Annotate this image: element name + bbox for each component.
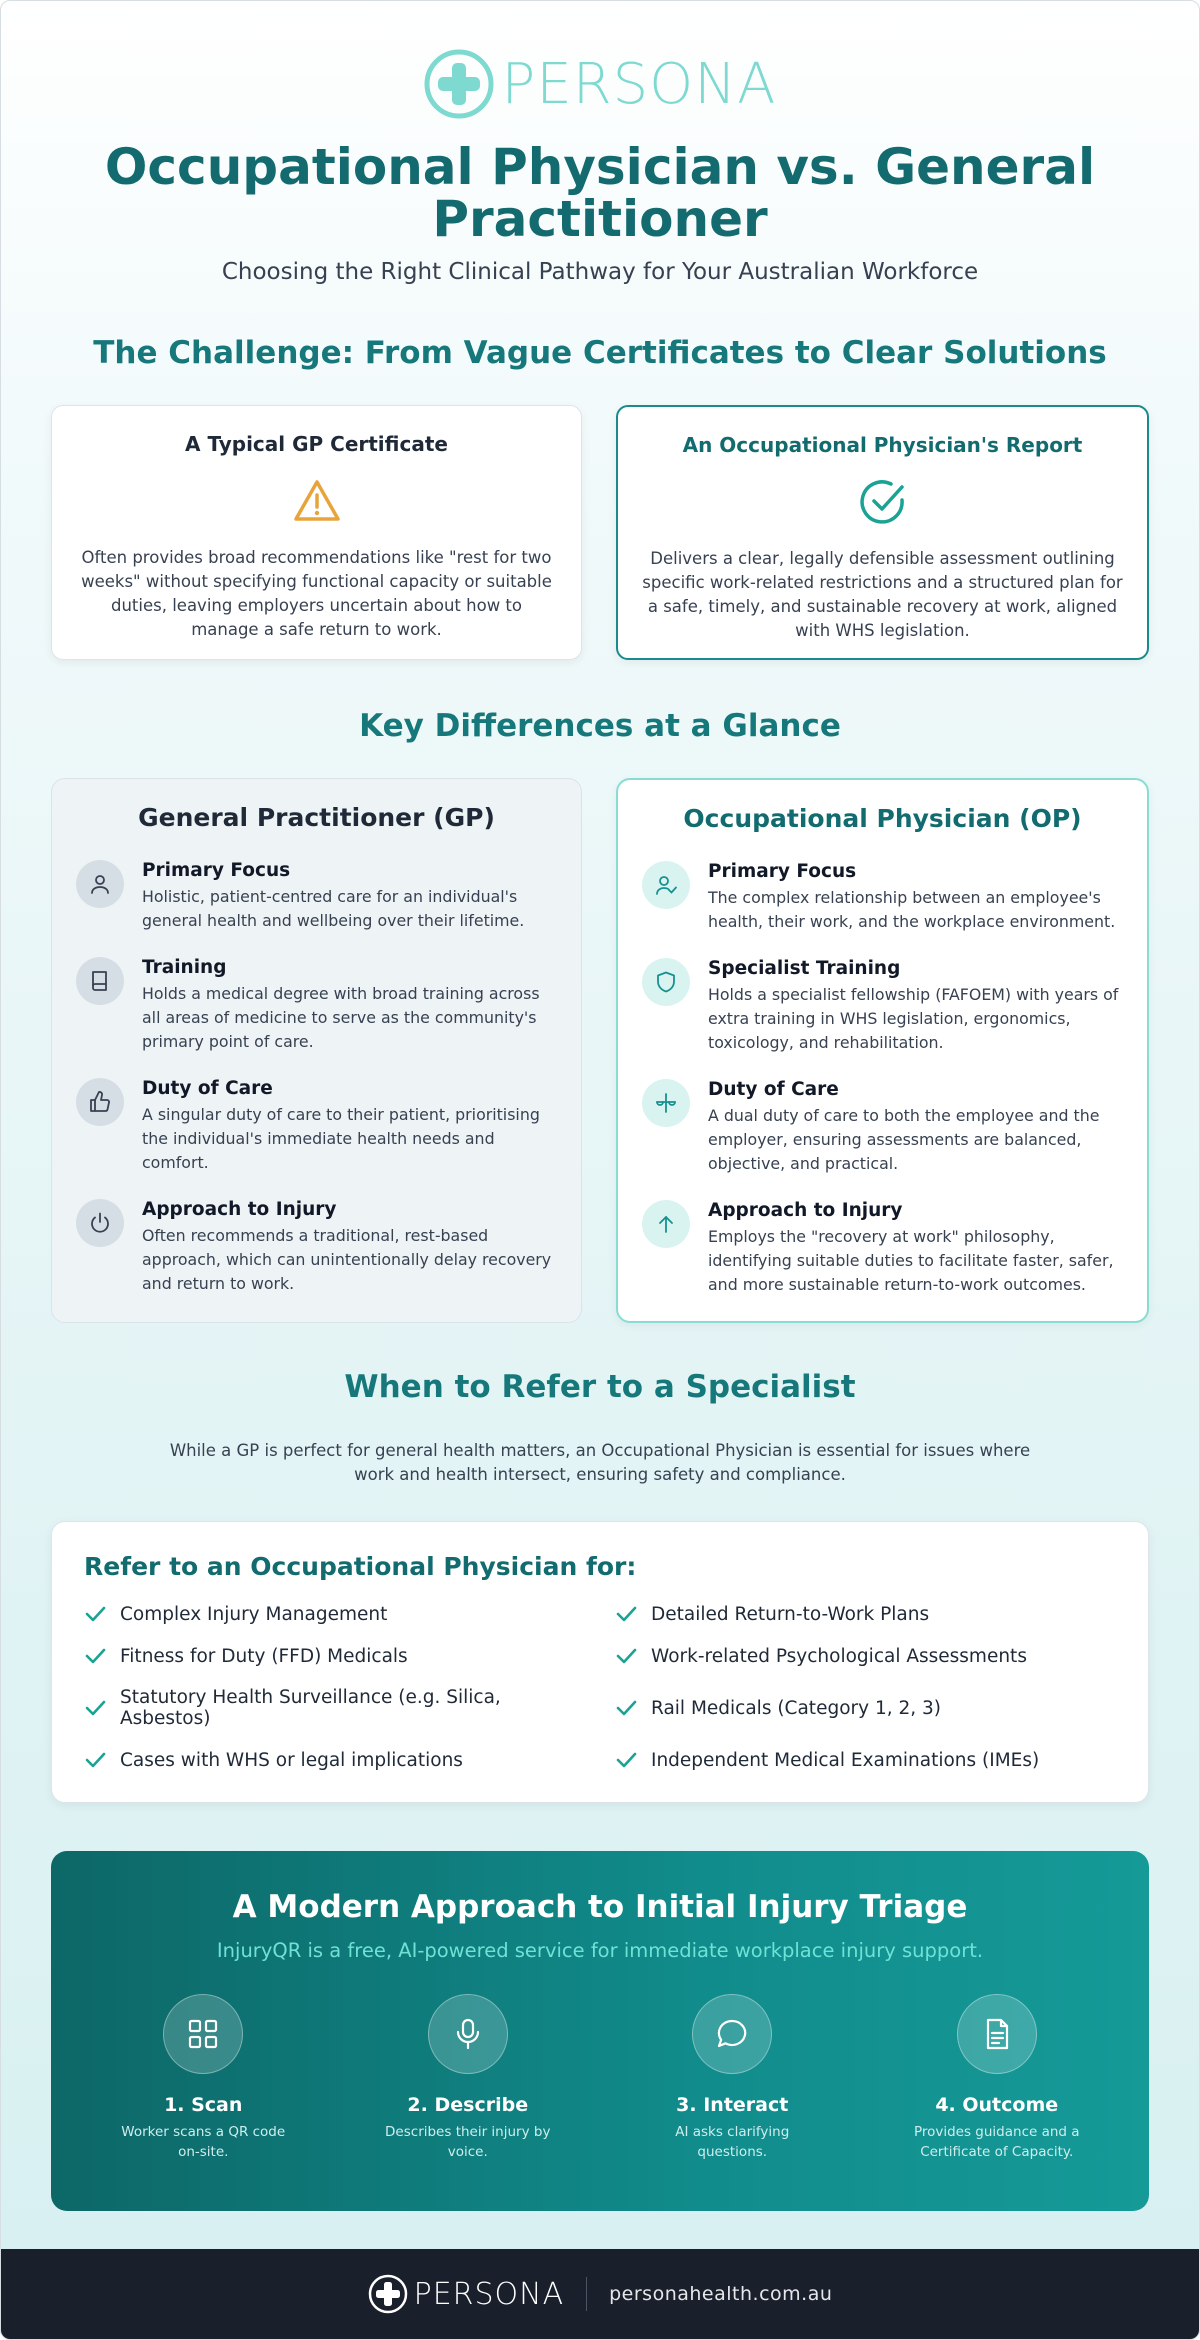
microphone-icon [428, 1994, 508, 2074]
gp-item-title: Training [142, 957, 227, 978]
differences-cards [1, 778, 1199, 1323]
warning-icon [292, 476, 342, 526]
op-item-text: Holds a specialist fellowship (FAFOEM) with years of extra training in WHS legislation, ergonomics, toxicology, and rehabilitation. [708, 985, 1119, 1052]
step-title: 3. Interact [676, 2094, 789, 2116]
differences-heading: Key Differences at a Glance [359, 708, 841, 744]
gp-item-title: Approach to Injury [142, 1199, 337, 1220]
checkmark-icon [615, 1645, 637, 1667]
gp-item-title: Primary Focus [142, 860, 291, 881]
op-item-text: A dual duty of care to both the employee and the employer, ensuring assessments are balanced, objective, and practical. [708, 1106, 1100, 1173]
refer-list [84, 1603, 1116, 1771]
refer-item-label: Work-related Psychological Assessments [651, 1645, 1027, 1667]
op-item-title: Primary Focus [708, 861, 857, 882]
thumbs-up-icon [76, 1078, 124, 1126]
page-footer [1, 2249, 1199, 2339]
refer-card-title: Refer to an Occupational Physician for: [84, 1552, 637, 1581]
op-approach-to-injury [642, 1200, 1123, 1297]
refer-item-label: Rail Medicals (Category 1, 2, 3) [651, 1697, 941, 1719]
grid-icon [163, 1994, 243, 2074]
arrow-up-icon [642, 1200, 690, 1248]
checkmark-icon [615, 1749, 637, 1771]
gp-item-text: A singular duty of care to their patient, prioritising the individual's immediate health needs and comfort. [142, 1105, 540, 1172]
gp-certificate-card [51, 405, 582, 660]
op-item-title: Approach to Injury [708, 1200, 903, 1221]
step-title: 2. Describe [407, 2094, 529, 2116]
triage-heading: A Modern Approach to Initial Injury Triage [232, 1889, 968, 1925]
op-primary-focus [642, 861, 1123, 934]
challenge-heading: The Challenge: From Vague Certificates to Clear Solutions [93, 335, 1107, 371]
step-description: Provides guidance and a Certificate of Capacity. [913, 2124, 1080, 2160]
gp-primary-focus [76, 860, 557, 933]
gp-item-title: Duty of Care [142, 1078, 273, 1099]
gp-item-text: Holds a medical degree with broad training across all areas of medicine to serve as the community's primary point of care. [142, 984, 540, 1051]
op-item-text: The complex relationship between an employee's health, their work, and the workplace environment. [708, 888, 1116, 931]
op-specialist-training [642, 958, 1123, 1055]
challenge-cards [1, 405, 1199, 660]
triage-subheading: InjuryQR is a free, AI-powered service for immediate workplace injury support. [216, 1939, 984, 1962]
refer-item [84, 1645, 585, 1667]
triage-step-scan [93, 1994, 313, 2162]
op-item-title: Duty of Care [708, 1079, 839, 1100]
footer-logo [368, 2274, 565, 2314]
check-circle-icon [858, 477, 908, 527]
refer-item [84, 1603, 585, 1625]
gp-certificate-title: A Typical GP Certificate [185, 432, 448, 456]
user-check-icon [642, 861, 690, 909]
refer-item-label: Cases with WHS or legal implications [120, 1749, 463, 1771]
refer-item-label: Independent Medical Examinations (IMEs) [651, 1749, 1040, 1771]
triage-banner [51, 1851, 1149, 2211]
refer-item [615, 1749, 1116, 1771]
gp-item-text: Often recommends a traditional, rest-based approach, which can unintentionally delay recovery and return to work. [142, 1226, 552, 1293]
chat-bubble-icon [692, 1994, 772, 2074]
gp-differences-title: General Practitioner (GP) [138, 803, 495, 832]
checkmark-icon [615, 1603, 637, 1625]
triage-step-describe [358, 1994, 578, 2162]
gp-item-text: Holistic, patient-centred care for an individual's general health and wellbeing over their lifetime. [142, 887, 525, 930]
gp-training [76, 957, 557, 1054]
page-header [1, 1, 1199, 285]
step-description: Worker scans a QR code on-site. [121, 2124, 286, 2160]
op-differences-card [616, 778, 1149, 1323]
step-description: Describes their injury by voice. [385, 2124, 551, 2160]
step-title: 4. Outcome [935, 2094, 1059, 2116]
refer-item [84, 1749, 585, 1771]
refer-intro: While a GP is perfect for general health matters, an Occupational Physician is essential for issues where work and health intersect, ensuring safety and compliance. [169, 1441, 1031, 1484]
refer-item [615, 1687, 1116, 1729]
medical-cross-logo-icon [424, 49, 494, 119]
triage-step-interact [622, 1994, 842, 2162]
step-description: AI asks clarifying questions. [675, 2124, 790, 2160]
step-title: 1. Scan [164, 2094, 243, 2116]
checkmark-icon [615, 1697, 637, 1719]
gp-duty-of-care [76, 1078, 557, 1175]
op-differences-title: Occupational Physician (OP) [683, 804, 1082, 833]
gp-approach-to-injury [76, 1199, 557, 1296]
refer-item [615, 1645, 1116, 1667]
checkmark-icon [84, 1697, 106, 1719]
op-report-text: Delivers a clear, legally defensible assessment outlining specific work-related restrictions and a structured plan for a safe, timely, and sustainable recovery at work, aligned with WHS legislation. [642, 549, 1123, 640]
refer-item [615, 1603, 1116, 1625]
triage-steps [51, 1994, 1149, 2162]
website-link[interactable]: personahealth.com.au [609, 2283, 833, 2305]
book-icon [76, 957, 124, 1005]
op-item-text: Employs the "recovery at work" philosophy, identifying suitable duties to facilitate faster, safer, and more sustainable return-to-work outcomes. [708, 1227, 1114, 1294]
power-icon [76, 1199, 124, 1247]
refer-item-label: Fitness for Duty (FFD) Medicals [120, 1645, 408, 1667]
refer-card [51, 1521, 1149, 1803]
op-report-card [616, 405, 1149, 660]
user-icon [76, 860, 124, 908]
scale-icon [642, 1079, 690, 1127]
footer-divider [586, 2277, 587, 2311]
checkmark-icon [84, 1603, 106, 1625]
document-icon [957, 1994, 1037, 2074]
shield-icon [642, 958, 690, 1006]
refer-heading: When to Refer to a Specialist [344, 1369, 856, 1405]
refer-item [84, 1687, 585, 1729]
triage-step-outcome [887, 1994, 1107, 2162]
op-item-title: Specialist Training [708, 958, 901, 979]
refer-item-label: Statutory Health Surveillance (e.g. Silica, Asbestos) [120, 1687, 501, 1729]
page-subtitle: Choosing the Right Clinical Pathway for Your Australian Workforce [221, 259, 979, 285]
page-title: Occupational Physician vs. General Practitioner [104, 138, 1096, 248]
gp-certificate-text: Often provides broad recommendations like "rest for two weeks" without specifying functional capacity or suitable duties, leaving employers uncertain about how to manage a safe return to work. [81, 548, 552, 639]
op-report-title: An Occupational Physician's Report [682, 433, 1083, 457]
persona-logo [1, 49, 1199, 119]
footer-brand-name: PERSONA [413, 2276, 565, 2312]
refer-item-label: Detailed Return-to-Work Plans [651, 1603, 930, 1625]
op-duty-of-care [642, 1079, 1123, 1176]
medical-cross-logo-icon [368, 2274, 408, 2314]
refer-item-label: Complex Injury Management [120, 1603, 388, 1625]
brand-name: PERSONA [501, 51, 777, 117]
checkmark-icon [84, 1749, 106, 1771]
gp-differences-card [51, 778, 582, 1323]
checkmark-icon [84, 1645, 106, 1667]
